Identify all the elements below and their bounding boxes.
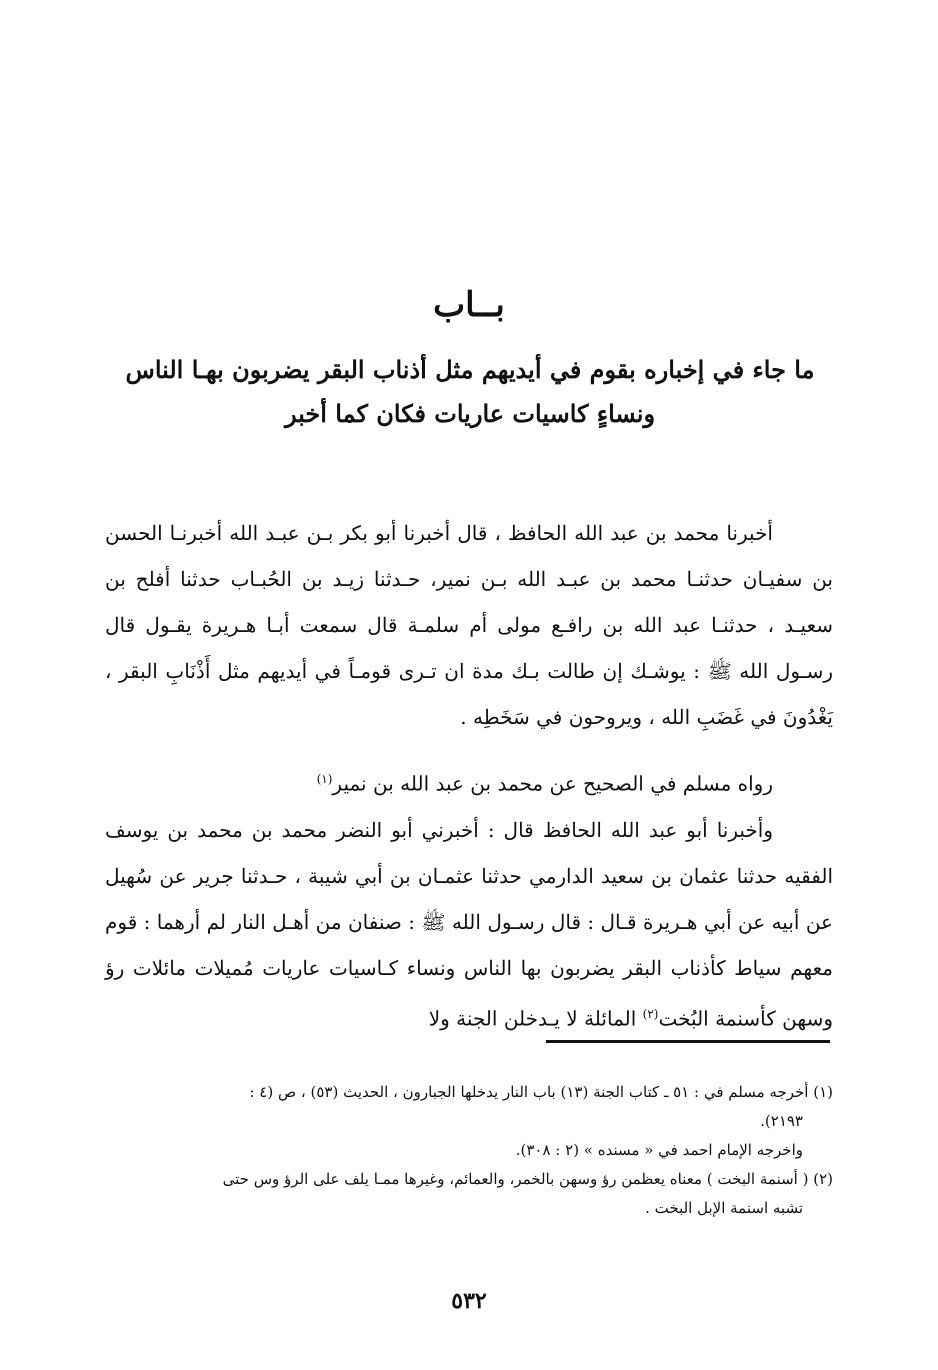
footnote-2-line-1: (٢) ( أسنمة البخت ) معناه يعظمن رؤ وسهن بالخمر، والعمائم، وغيرها ممـا يلف على الرؤ وس حتى bbox=[222, 1170, 833, 1188]
footnote-divider bbox=[546, 1040, 830, 1043]
chapter-subtitle bbox=[100, 348, 840, 436]
hadith-paragraph-2-text-a: وأخبرنا أبو عبد الله الحافظ قال : أخبرني أبو النضر محمد بن محمد بن يوسف الفقيه حدثنا عثمان بن سعيد الدارمي حدثنا عثمـان بن أبي شيبة ، حـدثنا جرير عن سُهيل عن أبيه عن أبي هـريرة قـال : قال رسـول الله ﷺ : صنفان من أهـل النار لم أرهما : قوم معهم سياط كأذناب البقر يضربون بها الناس ونساء كـاسيات عاريات مُميلات مائلات رؤ وسهن كأسنمة البُخت bbox=[105, 817, 833, 1031]
footnote-1-line-1: (١) أخرجه مسلم في : ٥١ ـ كتاب الجنة (١٣) باب النار يدخلها الجبارون ، الحديث (٥٣) ، ص (٤ : bbox=[249, 1083, 833, 1101]
footnote-ref-2[interactable]: (٢) bbox=[642, 1006, 659, 1021]
page-number: ٥٣٢ bbox=[451, 1288, 487, 1314]
body-text bbox=[105, 510, 833, 1041]
footnote-ref-1[interactable]: (١) bbox=[316, 772, 333, 786]
footnote-1-line-3: واخرجه الإمام احمد في « مسنده » (٢ : ٣٠٨). bbox=[515, 1141, 803, 1159]
hadith-paragraph-2-text-b: المائلة لا يـدخلن الجنة ولا bbox=[428, 1006, 643, 1031]
footnote-1-line-2: ٢١٩٣). bbox=[760, 1112, 803, 1130]
narration-note-paragraph bbox=[105, 756, 833, 807]
chapter-heading: بــاب bbox=[433, 285, 505, 325]
subtitle-line-2: ونساءٍ كاسيات عاريات فكان كما أخبر bbox=[284, 399, 656, 428]
subtitle-line-1: ما جاء في إخباره بقوم في أيديهم مثل أذناب البقر يضربون بهـا الناس bbox=[125, 355, 815, 384]
hadith-paragraph-2 bbox=[105, 807, 833, 1042]
footnotes bbox=[105, 1078, 833, 1223]
footnote-2-line-2: تشبه اسنمة الإبل البخت . bbox=[645, 1199, 803, 1217]
narration-note-text: رواه مسلم في الصحيح عن محمد بن عبد الله بن نمير bbox=[332, 771, 773, 796]
hadith-paragraph-1: أخبرنا محمد بن عبد الله الحافظ ، قال أخبرنا أبو بكر بـن عبـد الله أخبرنـا الحسن بن سفيـان حدثنـا محمد بن عبـد الله بـن نمير، حـدثنا زيـد بن الحُبـاب حدثنا أفلح بن سعيـد ، حدثنـا عبد الله بن رافـع مولى أم سلمـة قال سمعت أبـا هـريرة يقـول قال رسـول الله ﷺ : يوشـك إن طالت بـك مدة ان تـرى قومـاً في أيديهم مثل أَذْنَابِ البقر ، يَغْدُونَ في غَضَبِ الله ، ويروحون في سَخَطِه . bbox=[105, 521, 833, 729]
